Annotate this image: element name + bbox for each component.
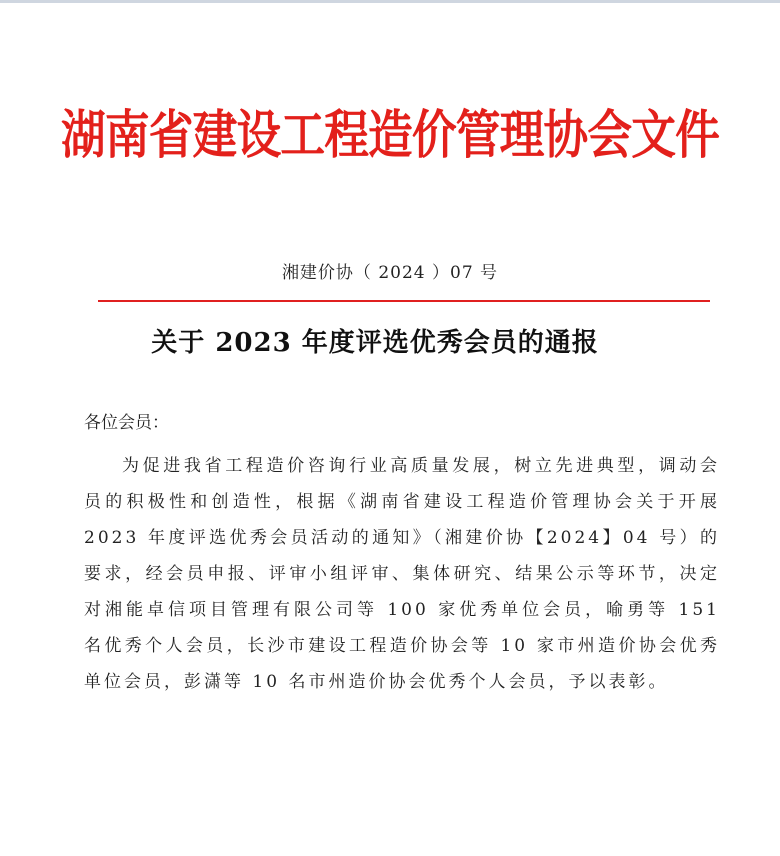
red-divider-line: [98, 300, 710, 302]
document-title: 关于 2023 年度评选优秀会员的通报: [151, 328, 599, 358]
window-top-border: [0, 0, 780, 3]
body-text: [84, 448, 720, 700]
document-number: 湘建价协（ 2024 ）07 号: [281, 263, 499, 283]
salutation: 各位会员：: [84, 413, 169, 433]
body-paragraph: 为促进我省工程造价咨询行业高质量发展，树立先进典型，调动会员的积极性和创造性，根据《湖南省建设工程造价管理协会关于开展 2023 年度评选优秀会员活动的通知》（湘建价协【2024】04 号）的要求，经会员申报、评审小组评审、集体研究、结果公示等环节，决定对湘能卓信项目管理有限公司等 100 家优秀单位会员，喻勇等 151 名优秀个人会员，长沙市建设工程造价协会等 10 家市州造价协会优秀单位会员，彭潇等 10 名市州造价协会优秀个人会员，予以表彰。: [84, 456, 720, 692]
document-header: 湖南省建设工程造价管理协会文件: [61, 106, 719, 166]
